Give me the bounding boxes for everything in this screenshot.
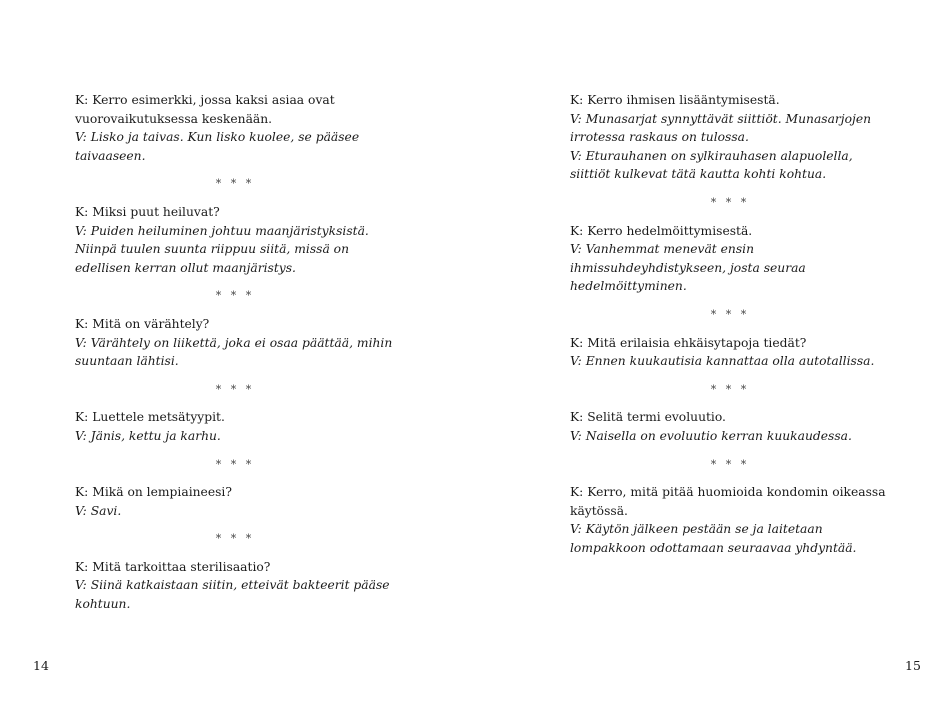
answer: V: Naisella on evoluutio kerran kuukaudessa. — [570, 428, 852, 443]
separator: * * * — [215, 382, 255, 396]
question: K: Kerro, mitä pitää huomioida kondomin oikeassa käytössä. — [570, 485, 886, 518]
qa-entry — [75, 203, 395, 277]
qa-entry — [75, 483, 395, 520]
qa-entry — [75, 91, 395, 165]
left-page — [75, 91, 395, 614]
qa-entry — [570, 334, 890, 371]
qa-entry — [570, 408, 890, 445]
question: K: Selitä termi evoluutio. — [570, 410, 726, 425]
answer: V: Savi. — [75, 503, 122, 518]
separator: * * * — [710, 382, 750, 396]
question: K: Mitä on värähtely? — [75, 316, 210, 331]
qa-entry — [570, 91, 890, 184]
answer: V: Ennen kuukautisia kannattaa olla autotallissa. — [570, 354, 875, 369]
qa-entry — [570, 222, 890, 296]
separator: * * * — [710, 307, 750, 321]
separator: * * * — [215, 457, 255, 471]
page-number-left: 14 — [33, 658, 49, 673]
answer: V: Eturauhanen on sylkirauhasen alapuolella, siittiöt kulkevat tätä kautta kohti kohtua. — [570, 148, 853, 182]
question: K: Mitä tarkoittaa sterilisaatio? — [75, 559, 271, 574]
answer: V: Munasarjat synnyttävät siittiöt. Munasarjojen irrotessa raskaus on tulossa. — [570, 111, 872, 145]
separator: * * * — [215, 289, 255, 303]
right-page — [570, 91, 890, 557]
answer: V: Lisko ja taivas. Kun lisko kuolee, se pääsee taivaaseen. — [75, 130, 360, 163]
qa-entry — [75, 408, 395, 445]
question: K: Kerro esimerkki, jossa kaksi asiaa ovat vuorovaikutuksessa keskenään. — [75, 93, 335, 126]
answer: V: Vanhemmat menevät ensin ihmissuhdeyhdistykseen, josta seuraa hedelmöittyminen. — [570, 242, 806, 294]
page-number-right: 15 — [905, 658, 921, 673]
question: K: Kerro ihmisen lisääntymisestä. — [570, 93, 780, 107]
qa-entry — [75, 315, 395, 371]
answer: V: Puiden heiluminen johtuu maanjäristyksistä. Niinpä tuulen suunta riippuu siitä, missä on edellisen kerran ollut maanjäristys. — [75, 223, 369, 275]
question: K: Mikä on lempiaineesi? — [75, 485, 232, 500]
separator: * * * — [215, 177, 255, 191]
separator: * * * — [215, 532, 255, 546]
answer: V: Käytön jälkeen pestään se ja laitetaan lompakkoon odottamaan seuraavaa yhdyntää. — [570, 522, 857, 555]
question: K: Miksi puut heiluvat? — [75, 204, 220, 219]
question: K: Luettele metsätyypit. — [75, 410, 225, 425]
qa-entry — [75, 558, 395, 614]
answer: V: Värähtely on liikettä, joka ei osaa päättää, mihin suuntaan lähtisi. — [75, 335, 393, 369]
answer: V: Jänis, kettu ja karhu. — [75, 428, 221, 443]
answer: V: Siinä katkaistaan siitin, etteivät bakteerit pääse kohtuun. — [75, 578, 390, 612]
separator: * * * — [710, 457, 750, 471]
separator: * * * — [710, 195, 750, 209]
question: K: Kerro hedelmöittymisestä. — [570, 223, 753, 238]
question: K: Mitä erilaisia ehkäisytapoja tiedät? — [570, 335, 807, 350]
qa-entry — [570, 483, 890, 557]
